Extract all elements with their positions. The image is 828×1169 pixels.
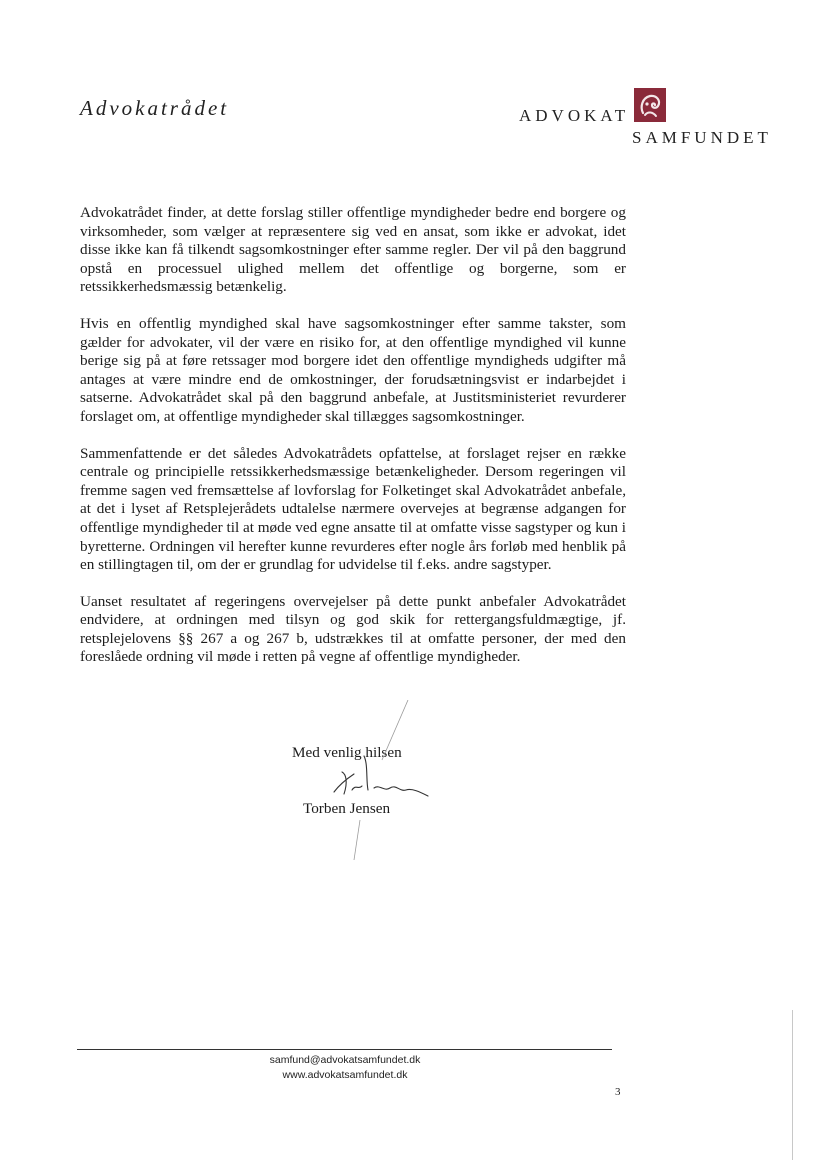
paragraph-4: Uanset resultatet af regeringens overvejelser på dette punkt anbefaler Advokatrådet endvidere, at ordningen med tilsyn og god skik for rettergangsfuldmægtige, jf. retsplejelovens §§ 267 a og 267 b, udstrækkes til at omfatte personer, der med den foreslåede ordning vil møde i retten på vegne af offentlige myndigheder. [80, 592, 626, 666]
scan-edge-line [792, 1010, 793, 1160]
paragraph-1: Advokatrådet finder, at dette forslag stiller offentlige myndigheder bedre end borgere og virksomheder, som vælger at repræsentere sig ved en ansat, som ikke er advokat, idet disse ikke kan få tilkendt sagsomkostninger efter samme regler. Der vil på den baggrund opstå en processuel ulighed mellem det offentlige og borgerne, som er retssikkerhedsmæssig betænkelig. [80, 204, 626, 296]
logo-emblem-icon [634, 88, 666, 122]
signer-name: Torben Jensen [303, 800, 391, 817]
paragraph-3: Sammenfattende er det således Advokatrådets opfattelse, at forslaget rejser en række centrale og principielle retssikkerhedsmæssige betænkeligheder. Dersom regeringen vil fremme sagen ved fremsættelse af lovforslag for Folketinget skal Advokatrådet anbefale, at det i lyset af Retsplejerådets udtalelse nærmere overvejes at begrænse adgangen for offentlige myndigheder til at møde ved egne ansatte til at omfatte visse sagstyper og kun i byretterne. Ordningen vil herefter kunne revurderes efter nogle års forløb med henblik på en stillingtagen til, om der er grundlag for udvidelse til f.eks. andre sagstyper. [80, 444, 626, 574]
letter-body [80, 204, 626, 685]
logo-text-bottom: SAMFUNDET [632, 128, 772, 147]
paragraph-2: Hvis en offentlig myndighed skal have sagsomkostninger efter samme takster, som gælder for advokater, vil der være en risiko for, at den offentlige myndighed vil kunne berige sig på at føre retssager mod borgere idet den offentlige myndigheds udgifter må antages at være mindre end de omkostninger, der forudsætningsvist er indarbejdet i satserne. Advokatrådet skal på den baggrund anbefale, at Justitsministeriet revurderer forslaget om, at offentlige myndigheder skal tillægges sagsomkostninger. [80, 314, 626, 425]
advokatsamfundet-logo [519, 88, 779, 150]
logo-text-top: ADVOKAT [519, 106, 630, 125]
footer-email: samfund@advokatsamfundet.dk [269, 1054, 421, 1066]
handwritten-signature-icon [296, 700, 446, 870]
header-title: Advokatrådet [80, 96, 230, 120]
page-number: 3 [615, 1086, 621, 1098]
closing-greeting: Med venlig hilsen [292, 744, 402, 761]
footer-divider [77, 1049, 612, 1050]
footer-website: www.advokatsamfundet.dk [282, 1069, 408, 1081]
